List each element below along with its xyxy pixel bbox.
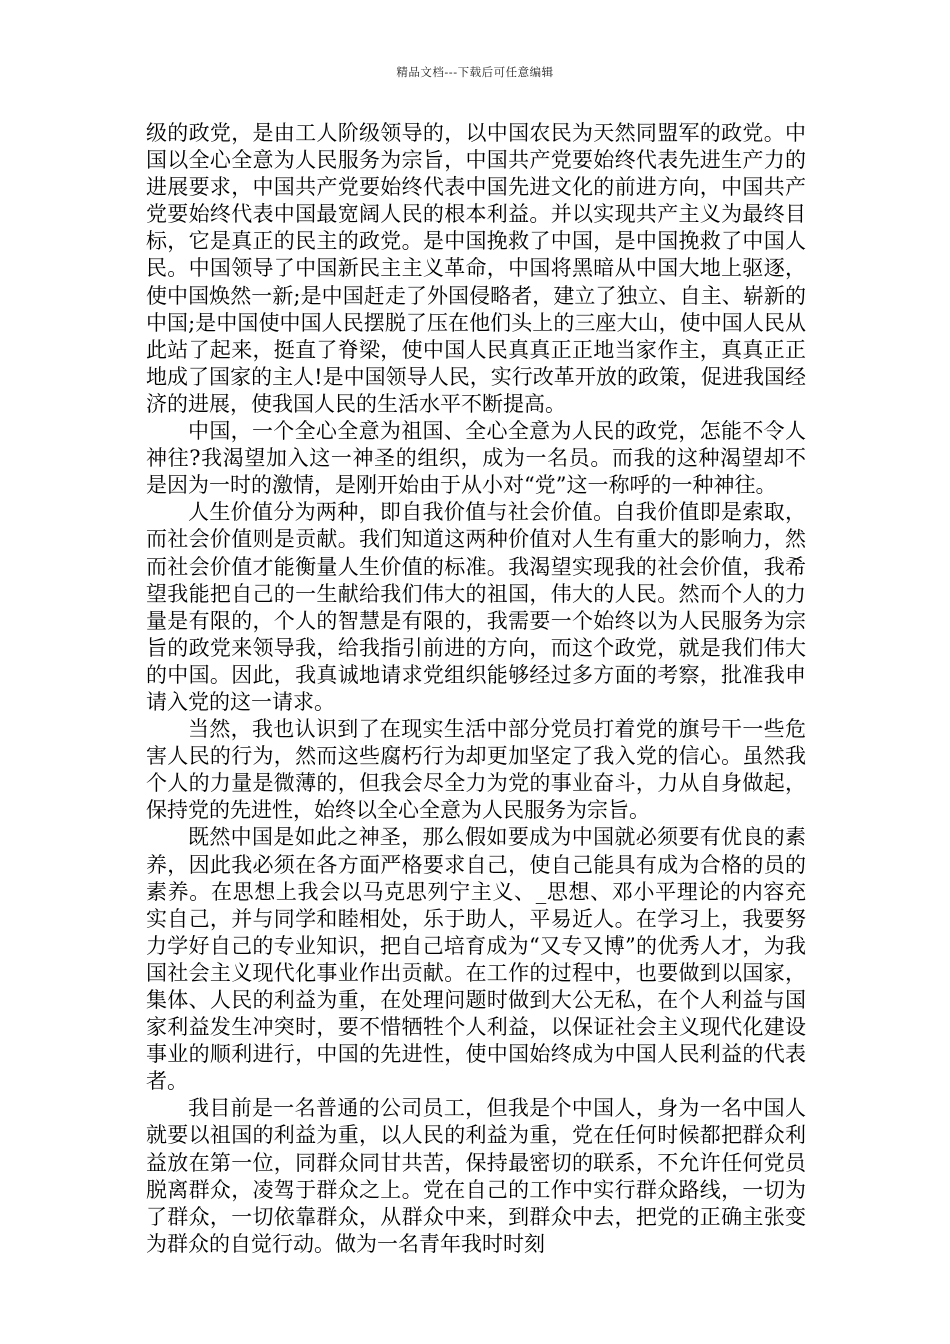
paragraph-6: 我目前是一名普通的公司员工，但我是个中国人，身为一名中国人就要以祖国的利益为重，以人民的利益为重，党在任何时候都把群众利益放在第一位，同群众同甘共苦，保持最密切的联系，不允许任何党员脱离群众，凌驾于群众之上。党在自己的工作中实行群众路线，一切为了群众，一切依靠群众，从群众中来，到群众中去，把党的正确主张变为群众的自觉行动。做为一名青年我时时刻: [146, 1096, 806, 1256]
paragraph-4: 当然，我也认识到了在现实生活中部分党员打着党的旗号干一些危害人民的行为，然而这些腐朽行为却更加坚定了我入党的信心。虽然我个人的力量是微薄的，但我会尽全力为党的事业奋斗，力从自身做起，保持党的先进性，始终以全心全意为人民服务为宗旨。: [146, 717, 806, 823]
page-header: 精品文档---下载后可任意编辑: [396, 65, 554, 79]
document-body: [146, 120, 806, 1258]
paragraph-2: 中国，一个全心全意为祖国、全心全意为人民的政党，怎能不令人神往?我渴望加入这一神圣的组织，成为一名员。而我的这种渴望却不是因为一时的激情，是刚开始由于从小对“党”这一称呼的一种神往。: [146, 419, 806, 498]
paragraph-5: 既然中国是如此之神圣，那么假如要成为中国就必须要有优良的素养，因此我必须在各方面严格要求自己，使自己能具有成为合格的员的素养。在思想上我会以马克思列宁主义、_思想、邓小平理论的内容充实自己，并与同学和睦相处，乐于助人，平易近人。在学习上，我要努力学好自己的专业知识，把自己培育成为“又专又博”的优秀人才，为我国社会主义现代化事业作出贡献。在工作的过程中，也要做到以国家，集体、人民的利益为重，在处理问题时做到大公无私，在个人利益与国家利益发生冲突时，要不惜牺牲个人利益，以保证社会主义现代化建设事业的顺利进行，中国的先进性，使中国始终成为中国人民利益的代表者。: [146, 825, 806, 1094]
paragraph-continuation: 级的政党，是由工人阶级领导的，以中国农民为天然同盟军的政党。中国以全心全意为人民服务为宗旨，中国共产党要始终代表先进生产力的进展要求，中国共产党要始终代表中国先进文化的前进方向，中国共产党要始终代表中国最宽阔人民的根本利益。并以实现共产主义为最终目标，它是真正的民主的政党。是中国挽救了中国，是中国挽救了中国人民。中国领导了中国新民主主义革命，中国将黑暗从中国大地上驱逐，使中国焕然一新;是中国赶走了外国侵略者，建立了独立、自主、崭新的中国;是中国使中国人民摆脱了压在他们头上的三座大山，使中国人民从此站了起来，挺直了脊梁，使中国人民真真正正地当家作主，真真正正地成了国家的主人!是中国领导人民，实行改革开放的政策，促进我国经济的进展，使我国人民的生活水平不断提高。: [146, 121, 806, 416]
paragraph-3: 人生价值分为两种，即自我价值与社会价值。自我价值即是索取，而社会价值则是贡献。我们知道这两种价值对人生有重大的影响力，然而社会价值才能衡量人生价值的标准。我渴望实现我的社会价值，我希望我能把自己的一生献给我们伟大的祖国，伟大的人民。然而个人的力量是有限的，个人的智慧是有限的，我需要一个始终以为人民服务为宗旨的政党来领导我，给我指引前进的方向，而这个政党，就是我们伟大的中国。因此，我真诚地请求党组织能够经过多方面的考察，批准我申请入党的这一请求。: [146, 500, 806, 714]
